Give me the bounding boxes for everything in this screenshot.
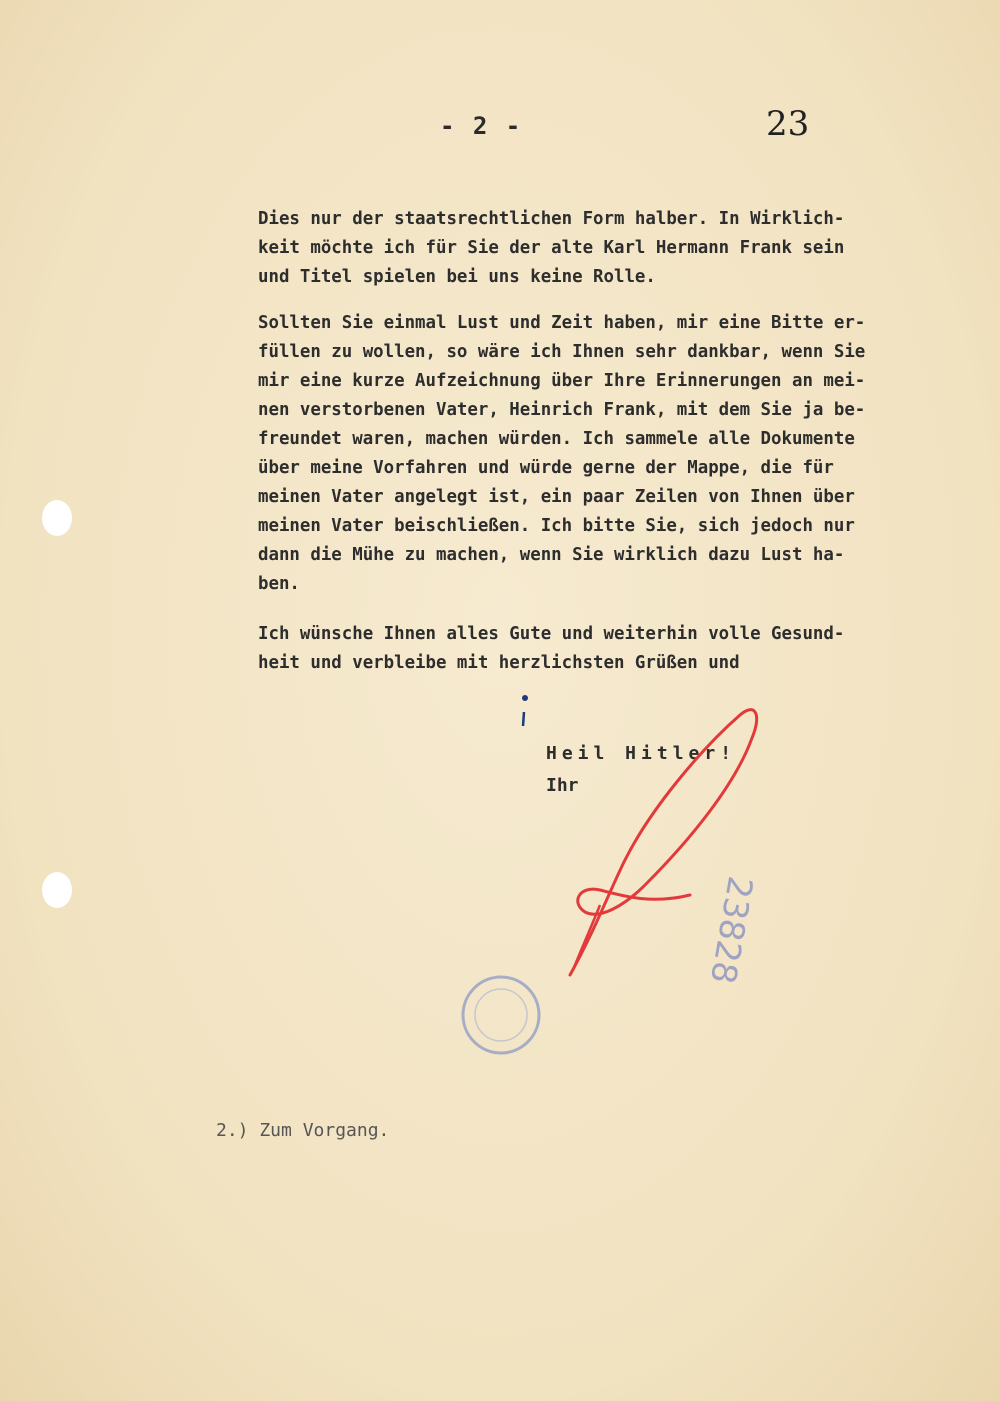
text-line: meinen Vater beischließen. Ich bitte Sie, sich jedoch nur <box>258 516 855 536</box>
paragraph-2 <box>258 309 958 599</box>
filing-note: 2.) Zum Vorgang. <box>216 1120 390 1141</box>
text-line: freundet waren, machen würden. Ich sammele alle Dokumente <box>258 429 855 449</box>
text-line: mir eine kurze Aufzeichnung über Ihre Erinnerungen an mei- <box>258 371 866 391</box>
paragraph-3 <box>258 620 958 678</box>
closing-yours: Ihr <box>546 775 579 796</box>
text-line: und Titel spielen bei uns keine Rolle. <box>258 267 656 287</box>
text-line: nen verstorbenen Vater, Heinrich Frank, mit dem Sie ja be- <box>258 400 866 420</box>
punch-hole-bottom <box>42 872 72 908</box>
folio-number: 23 <box>766 104 810 144</box>
text-line: Sollten Sie einmal Lust und Zeit haben, mir eine Bitte er- <box>258 313 866 333</box>
page-number: - 2 - <box>440 112 523 140</box>
blue-ink-mark <box>518 692 532 732</box>
punch-hole-top <box>42 500 72 536</box>
text-line: keit möchte ich für Sie der alte Karl Hermann Frank sein <box>258 238 845 258</box>
text-line: Dies nur der staatsrechtlichen Form halber. In Wirklich- <box>258 209 845 229</box>
paragraph-1 <box>258 205 958 292</box>
text-line: dann die Mühe zu machen, wenn Sie wirklich dazu Lust ha- <box>258 545 845 565</box>
text-line: meinen Vater angelegt ist, ein paar Zeilen von Ihnen über <box>258 487 855 507</box>
text-line: Ich wünsche Ihnen alles Gute und weiterhin volle Gesund- <box>258 624 845 644</box>
text-line: heit und verbleibe mit herzlichsten Grüßen und <box>258 653 740 673</box>
text-line: ben. <box>258 574 300 594</box>
text-line: füllen zu wollen, so wäre ich Ihnen sehr dankbar, wenn Sie <box>258 342 866 362</box>
circular-stamp <box>456 970 546 1060</box>
closing-greeting: Heil Hitler! <box>546 743 737 764</box>
text-line: über meine Vorfahren und würde gerne der Mappe, die für <box>258 458 834 478</box>
archive-number: 23828 <box>701 873 760 987</box>
